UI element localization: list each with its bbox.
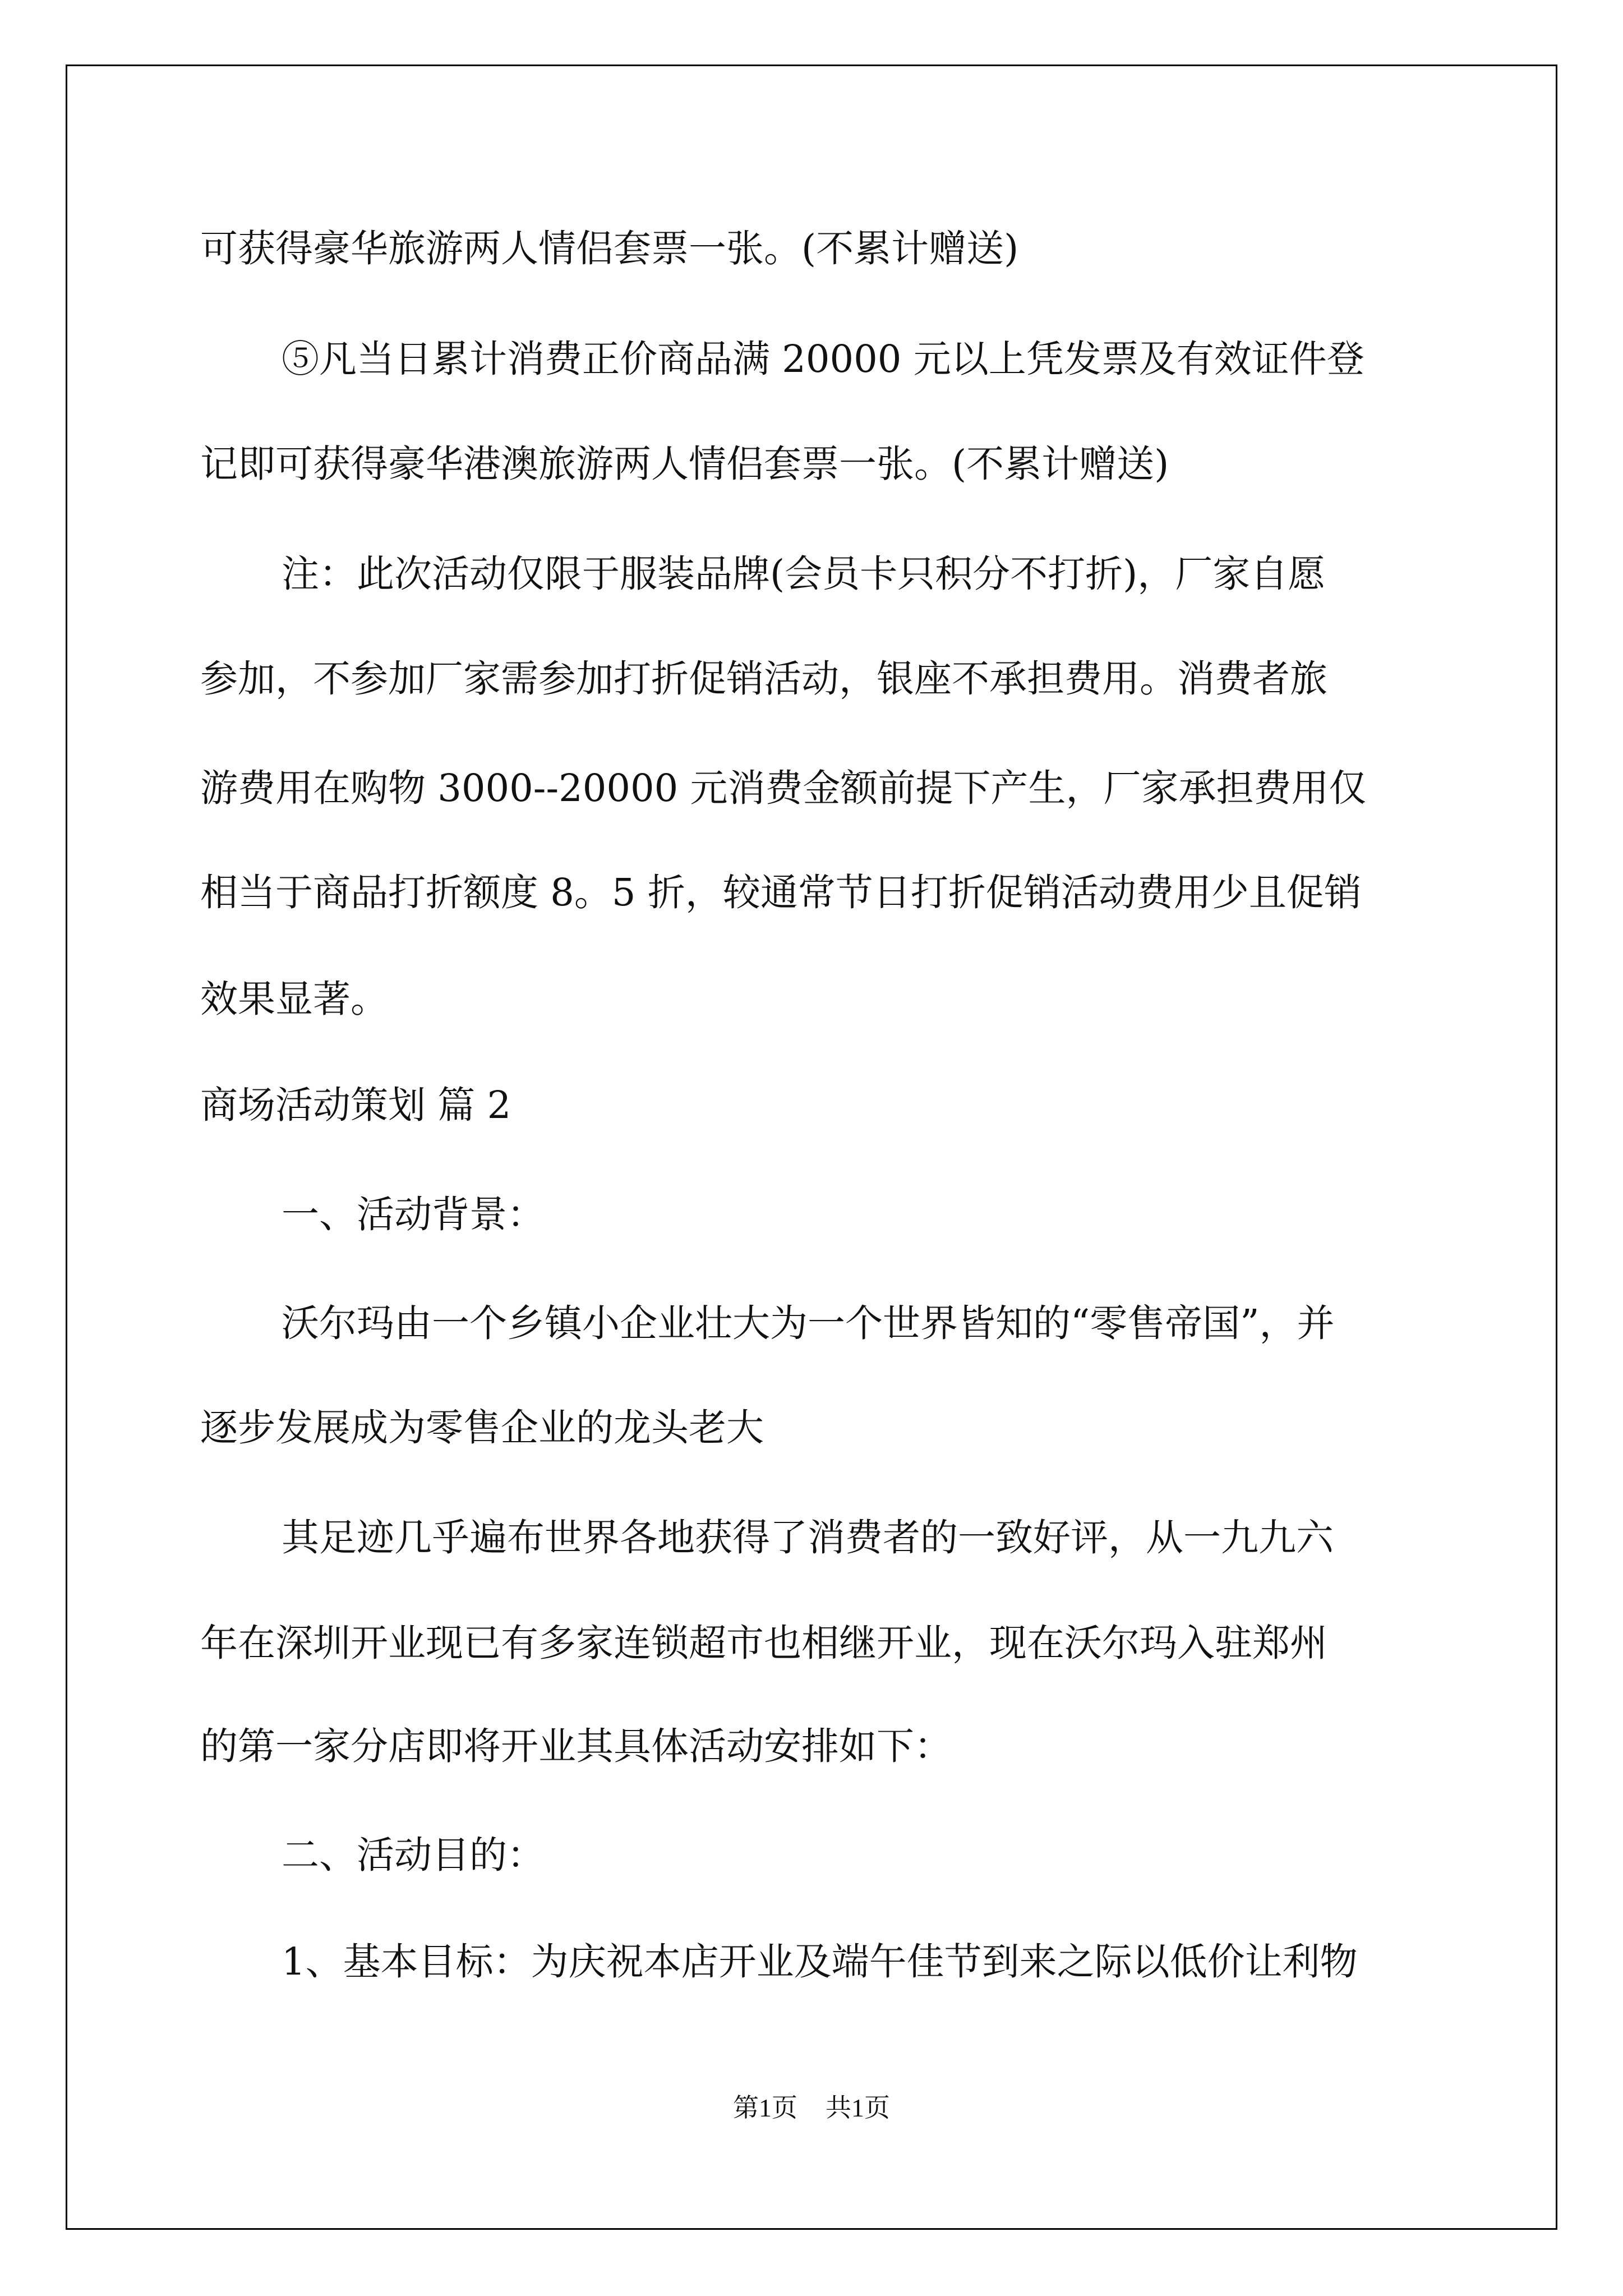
page-number: 第1页 bbox=[733, 2093, 797, 2122]
body-line: 逐步发展成为零售企业的龙头老大 bbox=[200, 1406, 764, 1450]
section-heading: 商场活动策划 篇 2 bbox=[200, 1083, 511, 1127]
body-line: 1、基本目标：为庆祝本店开业及端午佳节到来之际以低价让利物 bbox=[282, 1940, 1358, 1984]
body-line: 相当于商品打折额度 8。5 折，较通常节日打折促销活动费用少且促销 bbox=[200, 871, 1362, 914]
body-line: 游费用在购物 3000--20000 元消费金额前提下产生，厂家承担费用仅 bbox=[200, 766, 1367, 810]
body-line: 参加，不参加厂家需参加打折促销活动，银座不承担费用。消费者旅 bbox=[200, 657, 1327, 701]
body-line: ⑤凡当日累计消费正价商品满 20000 元以上凭发票及有效证件登 bbox=[282, 337, 1364, 381]
body-line: 的第一家分店即将开业其具体活动安排如下： bbox=[200, 1724, 952, 1768]
subsection-heading: 一、活动背景： bbox=[282, 1193, 545, 1236]
page-total: 共1页 bbox=[826, 2093, 890, 2122]
page-footer bbox=[0, 2091, 1623, 2125]
body-line: 其足迹几乎遍布世界各地获得了消费者的一致好评，从一九九六 bbox=[282, 1516, 1334, 1559]
body-line: 年在深圳开业现已有多家连锁超市也相继开业，现在沃尔玛入驻郑州 bbox=[200, 1621, 1327, 1665]
subsection-heading: 二、活动目的： bbox=[282, 1833, 545, 1877]
body-line: 效果显著。 bbox=[200, 977, 388, 1021]
body-line: 注：此次活动仅限于服装品牌(会员卡只积分不打折)，厂家自愿 bbox=[282, 552, 1326, 596]
body-line: 可获得豪华旅游两人情侣套票一张。(不累计赠送) bbox=[200, 227, 1019, 270]
page-border bbox=[66, 65, 1557, 2230]
body-line: 沃尔玛由一个乡镇小企业壮大为一个世界皆知的“零售帝国”，并 bbox=[282, 1301, 1335, 1345]
body-line: 记即可获得豪华港澳旅游两人情侣套票一张。(不累计赠送) bbox=[200, 442, 1169, 486]
